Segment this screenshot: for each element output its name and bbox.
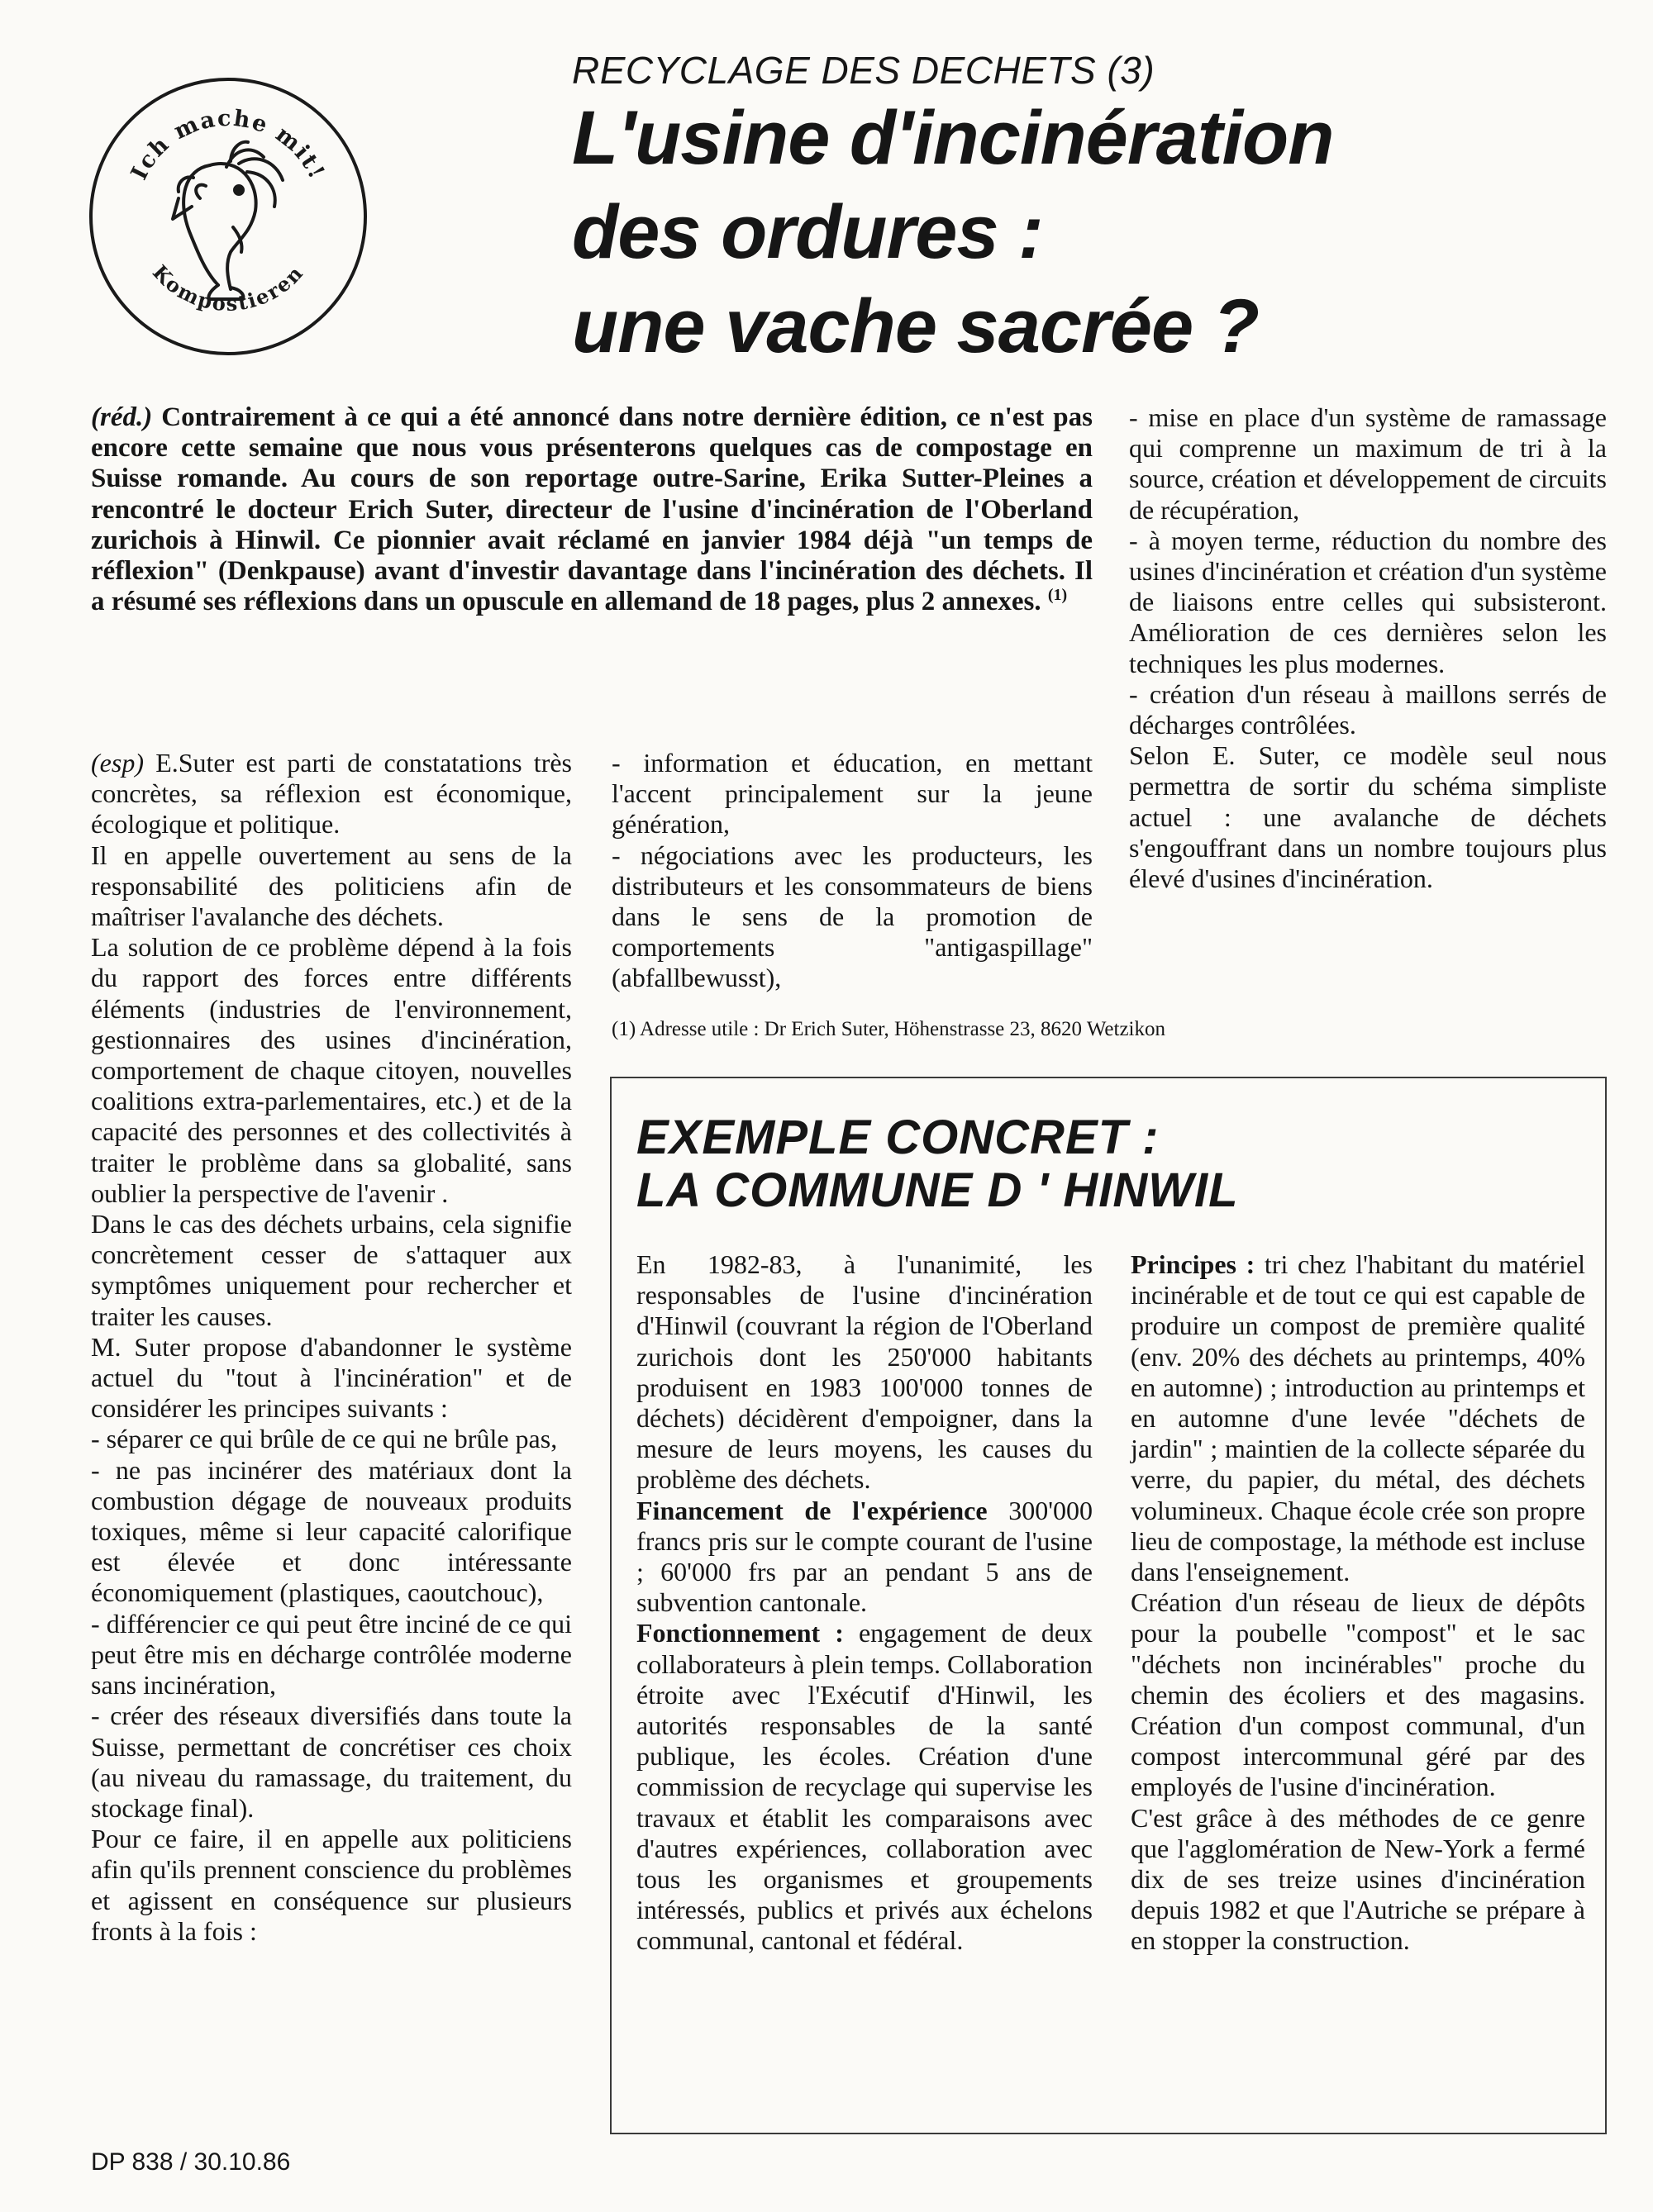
svg-text:Ich mache mit! bbox=[126, 106, 330, 184]
compost-mascot-icon bbox=[173, 142, 283, 299]
article-column-right bbox=[1129, 402, 1607, 894]
footnote-ref: (1) bbox=[1047, 586, 1068, 605]
box-paragraph: tri chez l'habitant du matériel incinérable et de tout ce qui est capable de produire un compost de première qualité (env. 20% des déchets au printemps, 40% en automne) ; introduction au printemps et en automne d'une levée "déchets de jardin" ; maintien de la collecte séparée du verre, du papier, du métal, des déchets volumineux. Chaque école crée son propre lieu de compostage, la méthode est incluse dans l'enseignement. bbox=[1131, 1249, 1585, 1587]
headline-line: L'usine d'incinération bbox=[572, 96, 1334, 180]
box-column-left bbox=[636, 1249, 1093, 1957]
intro-lead bbox=[91, 402, 1093, 617]
box-paragraph: Création d'un réseau de lieux de dépôts pour la poubelle "compost" et le sac "déchets non incinérables" proche du chemin des écoliers et des magasins. Création d'un compost communal, d'un compost intercommunal géré par des employés de l'usine d'incinération. bbox=[1131, 1587, 1585, 1802]
article-paragraph: - mise en place d'un système de ramassage qui comprenne un maximum de tri à la source, création et développement de circuits de récupération, bbox=[1129, 402, 1607, 525]
ich-mache-mit-logo bbox=[86, 74, 370, 359]
headline bbox=[572, 91, 1333, 373]
article-tag: (esp) bbox=[91, 748, 144, 778]
article-column-left bbox=[91, 748, 572, 1947]
box-subhead: Financement de l'expérience bbox=[636, 1495, 988, 1525]
logo-bottom-text: Kompostieren bbox=[147, 259, 308, 316]
box-paragraph: engagement de deux collaborateurs à plein temps. Collaboration étroite avec l'Exécutif d'Hinwil, les autorités responsables de la santé publique, les écoles. Création d'une commission de recyclage qui supervise les travaux et établit les comparaisons avec d'autres expériences, collaboration avec tous les organismes et groupements intéressés, publics et privés aux échelons communal, cantonal et fédéral. bbox=[636, 1618, 1093, 1956]
section-kicker: RECYCLAGE DES DECHETS (3) bbox=[572, 49, 1155, 92]
box-paragraph: C'est grâce à des méthodes de ce genre que l'agglomération de New-York a fermé dix de ses treize usines d'incinération depuis 1982 et que l'Autriche se prépare à en stopper la construction. bbox=[1131, 1802, 1585, 1956]
article-paragraph: - à moyen terme, réduction du nombre des usines d'incinération et création d'un système de liaisons entre celles qui subsisteront. Amélioration de ces dernières selon les techniques les plus modernes. bbox=[1129, 525, 1607, 678]
box-paragraph: En 1982-83, à l'unanimité, les responsables de l'usine d'incinération d'Hinwil (couvrant la région de l'Oberland zurichois dont les 250'000 habitants produisent en 1983 100'000 tonnes de déchets) décidèrent d'empoigner, dans la mesure de leurs moyens, les causes du problème des déchets. bbox=[636, 1249, 1093, 1495]
article-paragraph: - différencier ce qui peut être inciné de ce qui peut être mis en décharge contrôlée moderne sans incinération, bbox=[91, 1608, 572, 1701]
logo-top-text: Ich mache mit! bbox=[126, 105, 331, 184]
article-paragraph: - information et éducation, en mettant l'accent principalement sur la jeune génération, bbox=[612, 748, 1093, 840]
footnote: (1) Adresse utile : Dr Erich Suter, Höhenstrasse 23, 8620 Wetzikon bbox=[612, 1018, 1165, 1040]
box-title bbox=[636, 1111, 1239, 1217]
box-title-line: LA COMMUNE D ' HINWIL bbox=[636, 1163, 1239, 1217]
intro-tag: (réd.) bbox=[91, 402, 153, 432]
article-paragraph: - séparer ce qui brûle de ce qui ne brûle pas, bbox=[91, 1424, 558, 1454]
box-column-right bbox=[1131, 1249, 1585, 1957]
article-paragraph: Pour ce faire, il en appelle aux politiciens afin qu'ils prennent conscience du problèmes et agissent en conséquence sur plusieurs fronts à la fois : bbox=[91, 1824, 572, 1946]
article-paragraph: Il en appelle ouvertement au sens de la responsabilité des politiciens afin de maîtriser l'avalanche des déchets. bbox=[91, 840, 572, 932]
box-paragraph: 300'000 francs pris sur le compte courant de l'usine ; 60'000 frs par an pendant 5 ans de subvention cantonale. bbox=[636, 1495, 1093, 1618]
headline-line: une vache sacrée ? bbox=[572, 284, 1259, 369]
box-title-line: EXEMPLE CONCRET : bbox=[636, 1111, 1160, 1164]
article-paragraph: La solution de ce problème dépend à la fois du rapport des forces entre différents éléments (industries de l'environnement, gestionnaires des usines d'incinération, comportement de chaque citoyen, nouvelles coalitions extra-parlementaires, etc.) et de la capacité des personnes et des collectivités à traiter le problème dans sa globalité, sans oublier la perspective de l'avenir . bbox=[91, 932, 572, 1208]
box-subhead: Principes : bbox=[1131, 1249, 1255, 1279]
article-paragraph: Selon E. Suter, ce modèle seul nous permettra de sortir du schéma simpliste actuel : une avalanche de déchets s'engouffrant dans un nombre toujours plus élevé d'usines d'incinération. bbox=[1129, 740, 1607, 894]
article-paragraph: Dans le cas des déchets urbains, cela signifie concrètement cesser de s'attaquer aux symptômes uniquement pour rechercher et traiter les causes. bbox=[91, 1209, 572, 1331]
issue-number: DP 838 / 30.10.86 bbox=[91, 2148, 291, 2176]
box-subhead: Fonctionnement : bbox=[636, 1618, 844, 1648]
intro-text: Contrairement à ce qui a été annoncé dans notre dernière édition, ce n'est pas encore cette semaine que nous vous présenterons quelques cas de compostage en Suisse romande. Au cours de son reportage outre-Sarine, Erika Sutter-Pleines a rencontré le docteur Erich Suter, directeur de l'usine d'incinération de l'Oberland zurichois à Hinwil. Ce pionnier avait réclamé en janvier 1984 déjà "un temps de réflexion" (Denkpause) avant d'investir davantage dans l'incinération des déchets. Il a résumé ses réflexions dans un opuscule en allemand de 18 pages, plus 2 annexes. bbox=[91, 402, 1093, 617]
article-paragraph: - création d'un réseau à maillons serrés de décharges contrôlées. bbox=[1129, 678, 1607, 740]
article-column-middle bbox=[612, 748, 1093, 994]
article-paragraph: - ne pas incinérer des matériaux dont la combustion dégage de nouveaux produits toxiques, même si leur capacité calorifique est élevée et donc intéressante économiquement (plastiques, caoutchouc), bbox=[91, 1454, 572, 1608]
article-paragraph: - négociations avec les producteurs, les distributeurs et les consommateurs de biens dans le sens de la promotion de comportements "antigaspillage" (abfallbewusst), bbox=[612, 840, 1093, 993]
article-paragraph: - créer des réseaux diversifiés dans toute la Suisse, permettant de concrétiser ces choix (au niveau du ramassage, du traitement, du stockage final). bbox=[91, 1701, 572, 1823]
article-paragraph: E.Suter est parti de constatations très concrètes, sa réflexion est économique, écologique et politique. bbox=[91, 748, 573, 840]
headline-line: des ordures : bbox=[572, 190, 1043, 274]
article-paragraph: M. Suter propose d'abandonner le système actuel du "tout à l'incinération" et de considérer les principes suivants : bbox=[91, 1331, 572, 1424]
